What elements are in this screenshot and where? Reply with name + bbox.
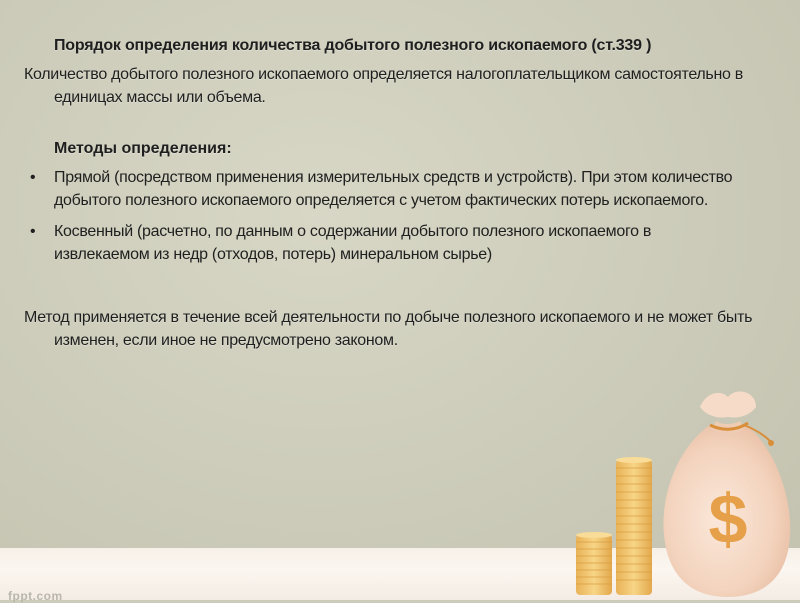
- money-bag-illustration: [560, 385, 800, 600]
- bullet-icon: •: [30, 223, 36, 240]
- methods-list: [24, 166, 744, 274]
- bullet-icon: •: [30, 169, 36, 186]
- slide-title: Порядок определения количества добытого полезного ископаемого (ст.339 ): [54, 37, 652, 54]
- watermark: fppt.com: [8, 589, 63, 603]
- list-item-direct-method: [24, 166, 744, 212]
- method-text: Прямой (посредством применения измерительных средств и устройств). При этом количество добытого полезного ископаемого определяется с учетом фактических потерь ископаемого.: [54, 169, 733, 209]
- method-text: Косвенный (расчетно, по данным о содержании добытого полезного ископаемого в извлекаемом из недр (отходов, потерь) минеральном сырье): [54, 223, 652, 263]
- list-item-indirect-method: [24, 220, 744, 266]
- intro-paragraph: Количество добытого полезного ископаемого определяется налогоплательщиком самостоятельно в единицах массы или объема.: [24, 66, 743, 106]
- coin-stack-tall-icon: [616, 457, 652, 595]
- methods-heading: Методы определения:: [54, 140, 232, 157]
- coin-stack-short-icon: [576, 532, 612, 595]
- closing-paragraph: Метод применяется в течение всей деятельности по добыче полезного ископаемого и не может быть изменен, если иное не предусмотрено законом.: [24, 309, 753, 349]
- money-bag-icon: [663, 392, 790, 597]
- dollar-symbol: $: [708, 480, 748, 558]
